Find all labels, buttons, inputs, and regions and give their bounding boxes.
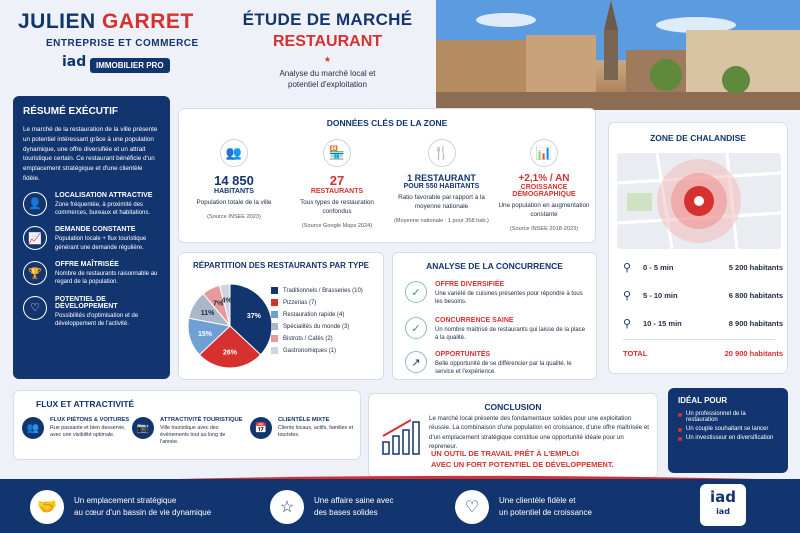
flow-item-text: Clients locaux, actifs, familles et touristes. xyxy=(278,425,354,439)
ideal-for-title: IDÉAL POUR xyxy=(678,396,728,405)
competition-item xyxy=(405,281,590,307)
pedestrians-icon: 👥 xyxy=(22,417,44,439)
kpi-restaurants xyxy=(287,139,387,229)
flows-title: FLUX ET ATTRACTIVITÉ xyxy=(36,399,135,409)
summary-item xyxy=(23,226,160,252)
executive-summary-panel xyxy=(13,96,170,379)
legend-label: Restauration rapide (4) xyxy=(283,311,345,318)
flow-item-title: CLIENTÈLE MIXTE xyxy=(278,417,330,423)
footer-line-1: Une affaire saine avec xyxy=(314,496,394,506)
flow-item xyxy=(250,417,362,439)
flow-item xyxy=(22,417,134,439)
restaurant-storefront-icon: 🏪 xyxy=(323,139,351,167)
legend-label: Spécialités du monde (3) xyxy=(283,323,350,330)
kpi-unit: HABITANTS xyxy=(214,188,254,195)
ideal-for-panel xyxy=(668,388,788,473)
kpi-value: 27 xyxy=(329,173,345,188)
competition-item-title: OFFRE DIVERSIFIÉE xyxy=(435,281,505,288)
kpi-growth xyxy=(494,139,594,232)
kpi-value: 14 850 xyxy=(214,173,254,188)
competition-item xyxy=(405,317,590,343)
location-user-icon: 👤 xyxy=(23,192,47,216)
legend-swatch xyxy=(271,311,278,318)
footer-item xyxy=(270,490,393,524)
executive-summary-title: RÉSUMÉ EXÉCUTIF xyxy=(23,106,119,117)
competition-item-text: Un nombre maîtrisé de restaurants qui laisse de la place à la qualité. xyxy=(435,327,586,342)
brand-subtitle: ENTREPRISE ET COMMERCE xyxy=(46,38,199,49)
catchment-range: 0 - 5 min xyxy=(643,263,674,272)
footer-item xyxy=(455,490,592,524)
summary-item-text: Population locale + flux touristique générant une demande régulière. xyxy=(55,236,147,251)
kpi-description: Tous types de restauration confondus xyxy=(300,199,374,215)
legend-swatch xyxy=(271,335,278,342)
page-title: ÉTUDE DE MARCHÉ xyxy=(242,10,413,29)
summary-item xyxy=(23,261,160,287)
bar-chart-icon: 📊 xyxy=(530,139,558,167)
kpi-population xyxy=(184,139,284,220)
cutlery-icon: 🍴 xyxy=(428,139,456,167)
subtitle-line-2: potentiel d'exploitation xyxy=(288,80,367,90)
title-block xyxy=(235,10,420,90)
footer-item xyxy=(30,490,211,524)
competition-item xyxy=(405,351,590,377)
growth-chart-icon: 📈 xyxy=(23,226,47,250)
kpi-description: Ratio favorable par rapport à la moyenne nationale xyxy=(398,194,485,210)
kpi-unit: CROISSANCE DÉMOGRAPHIQUE xyxy=(512,184,576,198)
competition-panel xyxy=(392,252,597,380)
summary-item-text: Possibilités d'optimisation et de développement de l'activité. xyxy=(55,312,139,328)
legend-swatch xyxy=(271,287,278,294)
pie-slice-label: 37% xyxy=(246,313,261,321)
summary-item-title: DEMANDE CONSTANTE xyxy=(55,226,136,234)
star-icon: ☆ xyxy=(270,490,304,524)
footer-line-2: un potentiel de croissance xyxy=(499,508,592,517)
catchment-total-value: 20 900 habitants xyxy=(724,349,783,358)
legend-item xyxy=(271,323,363,330)
kpi-value: 1 RESTAURANT xyxy=(407,173,476,183)
heart-icon: ♡ xyxy=(455,490,489,524)
brand-name xyxy=(18,10,194,34)
camera-icon: 📷 xyxy=(132,417,154,439)
kpi-unit: RESTAURANTS xyxy=(310,188,364,195)
trend-up-icon: ↗ xyxy=(405,351,427,373)
summary-item-title: OFFRE MAÎTRISÉE xyxy=(55,261,119,269)
pie-slice-label: 15% xyxy=(197,330,213,338)
legend-item xyxy=(271,311,363,318)
summary-item xyxy=(23,192,160,218)
pie-slice-label: 4% xyxy=(221,297,232,305)
footer-item-text xyxy=(314,495,393,518)
kpi-source: (Source INSEE 2018-2023) xyxy=(509,225,579,232)
legend-label: Traditionnels / Brasseries (10) xyxy=(283,287,363,294)
summary-item xyxy=(23,296,160,329)
catchment-value: 6 800 habitants xyxy=(728,291,783,300)
flow-item xyxy=(132,417,244,446)
brand-first-name: JULIEN xyxy=(18,10,96,33)
kpi-source: (Moyenne nationale : 1 pour 358 hab.) xyxy=(394,217,489,224)
brand-last-name: GARRET xyxy=(102,10,194,33)
footer-item-text xyxy=(74,495,211,518)
distribution-panel xyxy=(178,252,384,380)
calendar-icon: 📅 xyxy=(250,417,272,439)
footer-iad-logo xyxy=(700,484,746,526)
flows-panel xyxy=(13,390,361,460)
ideal-for-item: Un couple souhaitant se lancer xyxy=(678,426,778,432)
summary-item-title: LOCALISATION ATTRACTIVE xyxy=(55,191,153,199)
ideal-for-item: Un professionnel de la restauration xyxy=(678,411,778,423)
immobilier-pro-badge: IMMOBILIER PRO xyxy=(90,58,170,73)
catchment-map xyxy=(617,153,781,249)
flow-item-text: Rue passante et bien desservie, avec une visibilité optimale. xyxy=(50,425,126,439)
divider xyxy=(623,339,775,340)
competition-item-title: OPPORTUNITÉS xyxy=(435,351,491,358)
flow-item-text: Ville touristique avec des événements tout au long de l'année. xyxy=(160,425,226,446)
pie-slice-label: 11% xyxy=(200,310,215,318)
key-data-title: DONNÉES CLÉS DE LA ZONE xyxy=(326,118,448,128)
star-icon: ★ xyxy=(323,55,332,64)
competition-item-title: CONCURRENCE SAINE xyxy=(435,317,514,324)
footer-logo-mark: iad xyxy=(709,488,736,506)
footer-item-text xyxy=(499,495,592,518)
summary-item-text: Nombre de restaurants raisonnable au regard de la population. xyxy=(55,271,158,286)
catchment-row xyxy=(623,289,783,302)
check-circle-icon: ✓ xyxy=(405,317,427,339)
footer-logo-sub: iad xyxy=(716,507,730,516)
walk-icon: ⚲ xyxy=(623,262,632,274)
town-square-photo xyxy=(436,0,800,110)
catchment-row xyxy=(623,317,783,330)
catchment-total-label: TOTAL xyxy=(623,349,648,358)
competition-title: ANALYSE DE LA CONCURRENCE xyxy=(426,261,563,271)
footer-line-2: des bases solides xyxy=(314,508,378,517)
conclusion-cta-line-1: UN OUTIL DE TRAVAIL PRÊT À L'EMPLOI xyxy=(431,449,579,458)
kpi-description: Une population en augmentation constante xyxy=(498,202,590,218)
flow-item-title: FLUX PIÉTONS & VOITURES xyxy=(50,417,130,423)
legend-label: Gastronomiques (1) xyxy=(283,347,337,354)
competition-item-text: Une variété de cuisines présentes pour répondre à tous les besoins. xyxy=(435,291,583,306)
catchment-value: 5 200 habitants xyxy=(728,263,783,272)
pie-legend xyxy=(271,287,363,359)
trophy-icon: 🏆 xyxy=(23,261,47,285)
kpi-ratio xyxy=(389,139,494,224)
competition-item-text: Belle opportunité de se différencier par la qualité, le service et l'expérience. xyxy=(435,361,572,376)
legend-item xyxy=(271,335,363,342)
person-icon: ⚲ xyxy=(623,318,632,330)
flow-item-title: ATTRACTIVITÉ TOURISTIQUE xyxy=(160,417,243,423)
conclusion-cta xyxy=(431,449,614,470)
catchment-area-title: ZONE DE CHALANDISE xyxy=(650,133,746,143)
catchment-range: 5 - 10 min xyxy=(643,291,678,300)
ideal-for-list xyxy=(678,411,778,441)
footer-line-1: Un emplacement stratégique xyxy=(74,496,177,506)
catchment-area-panel xyxy=(608,122,788,374)
footer-line-2: au cœur d'un bassin de vie dynamique xyxy=(74,508,212,517)
legend-swatch xyxy=(271,323,278,330)
page-title-accent: RESTAURANT xyxy=(272,33,383,50)
page-subtitle xyxy=(235,68,420,90)
legend-label: Pizzerias (7) xyxy=(283,299,317,306)
handshake-icon: 🤝 xyxy=(30,490,64,524)
kpi-description: Population totale de la ville xyxy=(196,199,272,206)
kpi-source: (Source Google Maps 2024) xyxy=(301,222,373,229)
catchment-range: 10 - 15 min xyxy=(643,319,682,328)
growth-bars-icon xyxy=(381,416,421,456)
executive-summary-intro: Le marché de la restauration de la ville présente un potentiel intéressant grâce à une population dynamique, une offre diversifiée et un attrait touristique certain. Ce restaurant bénéficie d'un emplacement stratégique et d'une clientèle fidèle. xyxy=(23,126,158,182)
pie-slice-label: 26% xyxy=(222,349,238,357)
kpi-value: +2,1% / AN xyxy=(518,173,570,184)
catchment-value: 8 900 habitants xyxy=(728,319,783,328)
population-icon: 👥 xyxy=(220,139,248,167)
pie-slice-label: 7% xyxy=(213,300,224,308)
catchment-row xyxy=(623,261,783,274)
subtitle-line-1: Analyse du marché local et xyxy=(279,69,376,78)
heart-icon: ♡ xyxy=(23,296,47,320)
legend-swatch xyxy=(271,347,278,354)
iad-logo: iad xyxy=(62,54,87,70)
kpi-unit: POUR 550 HABITANTS xyxy=(403,183,480,190)
conclusion-title: CONCLUSION xyxy=(484,402,542,412)
legend-item xyxy=(271,299,363,306)
legend-swatch xyxy=(271,299,278,306)
distribution-title: RÉPARTITION DES RESTAURANTS PAR TYPE xyxy=(192,261,369,270)
conclusion-cta-line-2: AVEC UN FORT POTENTIEL DE DÉVELOPPEMENT. xyxy=(431,459,614,469)
ideal-for-item: Un investisseur en diversification xyxy=(678,435,778,441)
legend-item xyxy=(271,287,363,294)
summary-item-text: Zone fréquentée, à proximité des commerces, bureaux et habitations. xyxy=(55,201,151,216)
conclusion-panel xyxy=(368,393,658,478)
footer-line-1: Une clientèle fidèle et xyxy=(499,496,576,506)
legend-label: Bistrots / Cafés (2) xyxy=(283,335,333,342)
conclusion-text: Le marché local présente des fondamentaux solides pour une exploitation réussie. La combinaison d'une population en croissance, d'une offre maîtrisée et d'un emplacement stratégique constitue une opportunité idéale pour un repreneur. xyxy=(429,415,649,450)
kpi-source: (Source INSEE 2023) xyxy=(207,213,261,220)
restaurant-type-pie-chart xyxy=(185,281,275,371)
summary-item-title: POTENTIEL DE DÉVELOPPEMENT xyxy=(55,295,118,310)
check-circle-icon: ✓ xyxy=(405,281,427,303)
person-icon: ⚲ xyxy=(623,290,632,302)
key-data-panel xyxy=(178,108,596,243)
legend-item xyxy=(271,347,363,354)
catchment-total-row xyxy=(623,349,783,358)
